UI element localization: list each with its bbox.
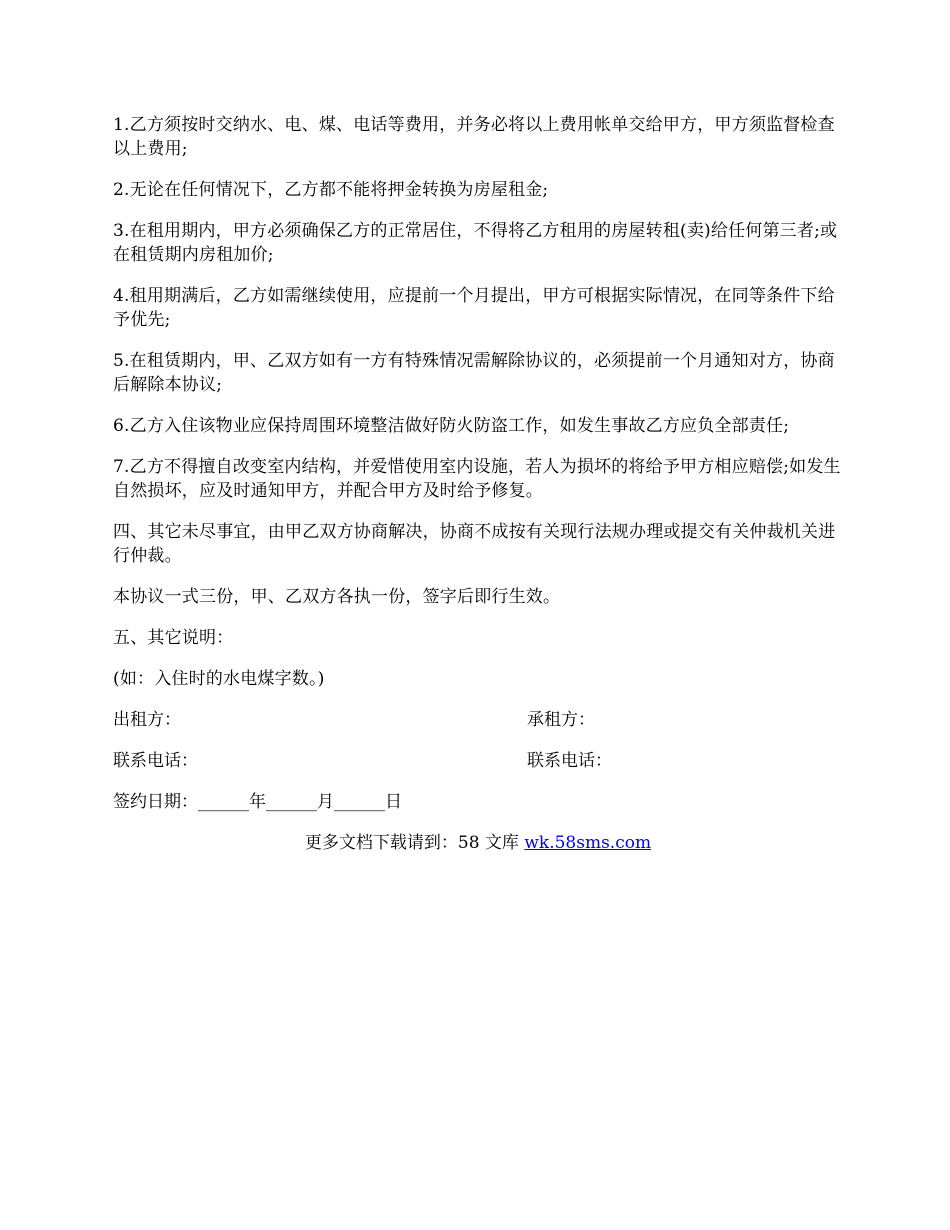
footer-link[interactable]: wk.58sms.com: [524, 833, 652, 853]
footer-text: 更多文档下载请到：58 文库: [304, 833, 525, 853]
clause-6: 6.乙方入住该物业应保持周围环境整洁做好防火防盗工作，如发生事故乙方应负全部责任;: [113, 416, 790, 436]
signing-date-line: 签约日期：______年______月______日: [113, 792, 402, 812]
section-five-heading: 五、其它说明：: [113, 628, 234, 648]
section-five-note: (如：入住时的水电煤字数。): [113, 669, 325, 689]
phone-row: [113, 749, 843, 773]
clause-7: 7.乙方不得擅自改变室内结构，并爱惜使用室内设施，若人为损坏的将给予甲方相应赔偿;如发生自然损坏，应及时通知甲方，并配合甲方及时给予修复。: [113, 457, 841, 501]
lessee-label: 承租方：: [527, 710, 595, 730]
clause-1: 1.乙方须按时交纳水、电、煤、电话等费用，并务必将以上费用帐单交给甲方，甲方须监督检查以上费用;: [113, 115, 835, 159]
document-page: [113, 113, 843, 855]
clause-3: 3.在租用期内，甲方必须确保乙方的正常居住，不得将乙方租用的房屋转租(卖)给任何第三者;或在租赁期内房租加价;: [113, 221, 838, 265]
party-row: [113, 708, 843, 732]
clause-4: 4.租用期满后，乙方如需继续使用，应提前一个月提出，甲方可根据实际情况，在同等条件下给予优先;: [113, 286, 835, 330]
section-four: 四、其它未尽事宜，由甲乙双方协商解决，协商不成按有关现行法规办理或提交有关仲裁机关进行仲裁。: [113, 522, 836, 566]
lessor-phone-label: 联系电话：: [113, 751, 198, 771]
clause-5: 5.在租赁期内，甲、乙双方如有一方有特殊情况需解除协议的，必须提前一个月通知对方，协商后解除本协议;: [113, 351, 835, 395]
date-row: [113, 790, 843, 814]
footer: [113, 831, 843, 855]
clause-2: 2.无论在任何情况下，乙方都不能将押金转换为房屋租金;: [113, 180, 549, 200]
copies-statement: 本协议一式三份，甲、乙双方各执一份，签字后即行生效。: [113, 587, 561, 607]
lessor-label: 出租方：: [113, 710, 181, 730]
lessee-phone-label: 联系电话：: [527, 751, 612, 771]
